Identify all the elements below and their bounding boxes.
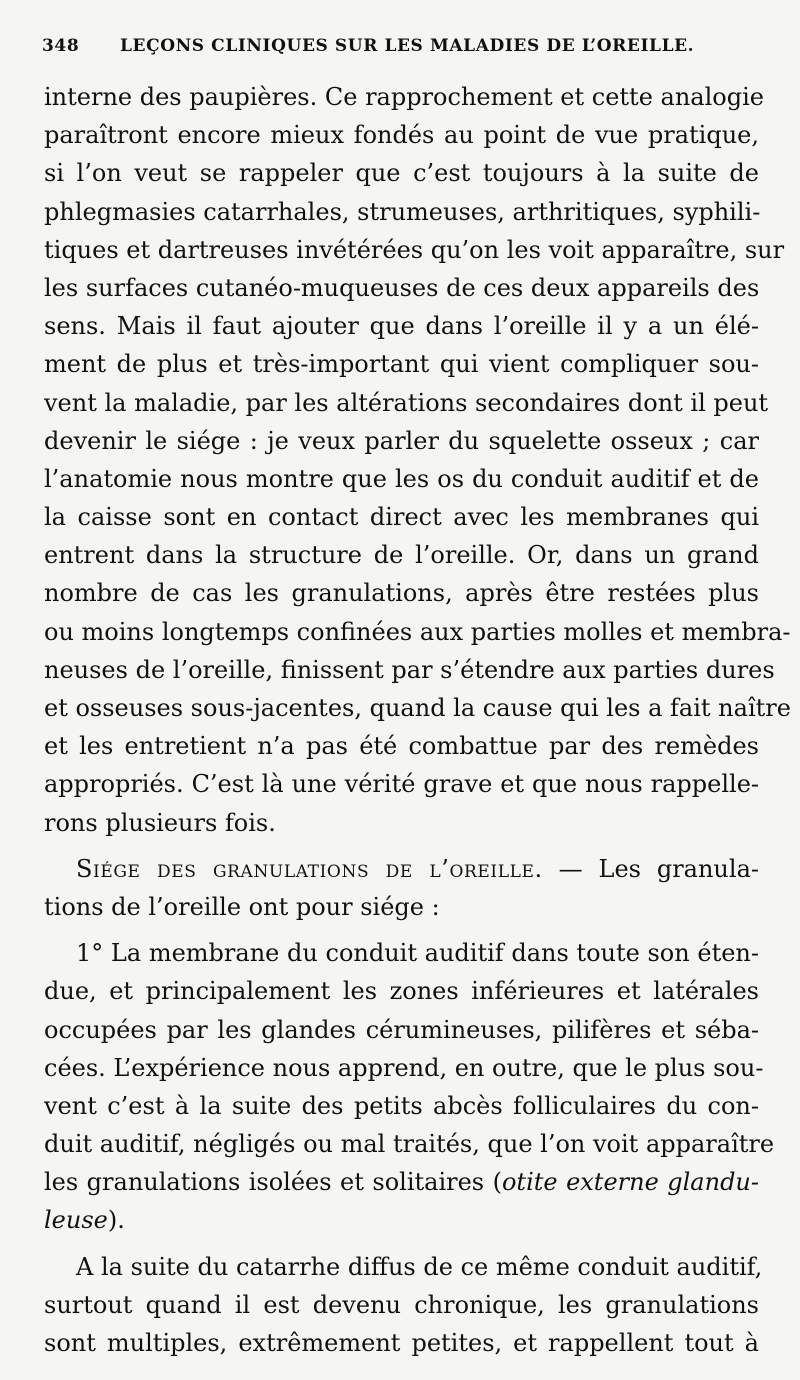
- text-line: entrent dans la structure de l’oreille. Or, dans un grand: [44, 541, 759, 570]
- text-line: interne des paupières. Ce rapprochement et cette analogie: [44, 83, 764, 111]
- text-line: cées. L’expérience nous apprend, en outre, que le plus sou-: [44, 1053, 764, 1082]
- paragraph-2: [44, 850, 759, 926]
- text-line: ment de plus et très-important qui vient compliquer sou-: [44, 350, 759, 379]
- text-line: 1° La membrane du conduit auditif dans toute son éten-: [76, 939, 759, 968]
- text-line: [44, 1163, 759, 1201]
- italic-term: otite externe glandu-: [501, 1168, 759, 1197]
- text-line: due, et principalement les zones inférieures et latérales: [44, 977, 759, 1006]
- text-line: si l’on veut se rappeler que c’est toujours à la suite de: [44, 159, 759, 188]
- paragraph-gap: [44, 1240, 759, 1248]
- text-line: et osseuses sous-jacentes, quand la cause qui les a fait naître: [44, 694, 791, 722]
- paragraph-3: [44, 934, 775, 1240]
- paragraph-1: [44, 78, 791, 842]
- text-line: paraîtront encore mieux fondés au point de vue pratique,: [44, 121, 759, 150]
- italic-term: leuse: [44, 1206, 108, 1235]
- text-line: vent la maladie, par les altérations secondaires dont il peut: [44, 388, 769, 417]
- text-line: rons plusieurs fois.: [44, 808, 276, 837]
- text-line: tions de l’oreille ont pour siége :: [44, 892, 440, 921]
- text-line: et les entretient n’a pas été combattue par des remèdes: [44, 732, 759, 761]
- text-line: phlegmasies catarrhales, strumeuses, arthritiques, syphili-: [44, 197, 761, 226]
- text-line: neuses de l’oreille, finissent par s’étendre aux parties dures: [44, 655, 775, 684]
- text-line: sens. Mais il faut ajouter que dans l’oreille il y a un élé-: [44, 312, 759, 341]
- text-line: appropriés. C’est là une vérité grave et que nous rappelle-: [44, 770, 759, 799]
- section-heading-line: [44, 850, 759, 888]
- text-fragment: ).: [107, 1206, 125, 1235]
- text-line: la caisse sont en contact direct avec les membranes qui: [44, 503, 759, 532]
- text-fragment: les granulations isolées et solitaires (: [44, 1168, 502, 1197]
- text-line: devenir le siége : je veux parler du squelette osseux ; car: [44, 426, 759, 455]
- text-line: occupées par les glandes cérumineuses, pilifères et séba-: [44, 1015, 759, 1044]
- text-fragment: — Les granula-: [542, 854, 759, 883]
- text-line: nombre de cas les granulations, après être restées plus: [44, 579, 759, 608]
- running-title: LEÇONS CLINIQUES SUR LES MALADIES DE L’OREILLE.: [120, 36, 695, 56]
- paragraph-4: [44, 1248, 763, 1363]
- page-body: [44, 78, 791, 1362]
- text-line: A la suite du catarrhe diffus de ce même conduit auditif,: [76, 1252, 763, 1281]
- page-header: [42, 36, 762, 64]
- section-heading: Siége des granulations de l’oreille.: [76, 854, 543, 883]
- text-line: [44, 1201, 759, 1239]
- text-line: les surfaces cutanéo-muqueuses de ces deux appareils des: [44, 273, 760, 302]
- text-line: l’anatomie nous montre que les os du conduit auditif et de: [44, 464, 759, 493]
- text-line: ou moins longtemps confinées aux parties molles et membra-: [44, 617, 791, 646]
- text-line: duit auditif, négligés ou mal traités, que l’on voit apparaître: [44, 1130, 775, 1159]
- text-line: vent c’est à la suite des petits abcès folliculaires du con-: [44, 1091, 759, 1120]
- text-line: tiques et dartreuses invétérées qu’on les voit apparaître, sur: [44, 235, 785, 264]
- text-line: surtout quand il est devenu chronique, les granulations: [44, 1290, 759, 1319]
- page-number: 348: [42, 36, 80, 56]
- text-line: sont multiples, extrêmement petites, et rappellent tout à: [44, 1329, 759, 1357]
- paragraph-gap: [44, 842, 759, 850]
- paragraph-gap: [44, 926, 759, 934]
